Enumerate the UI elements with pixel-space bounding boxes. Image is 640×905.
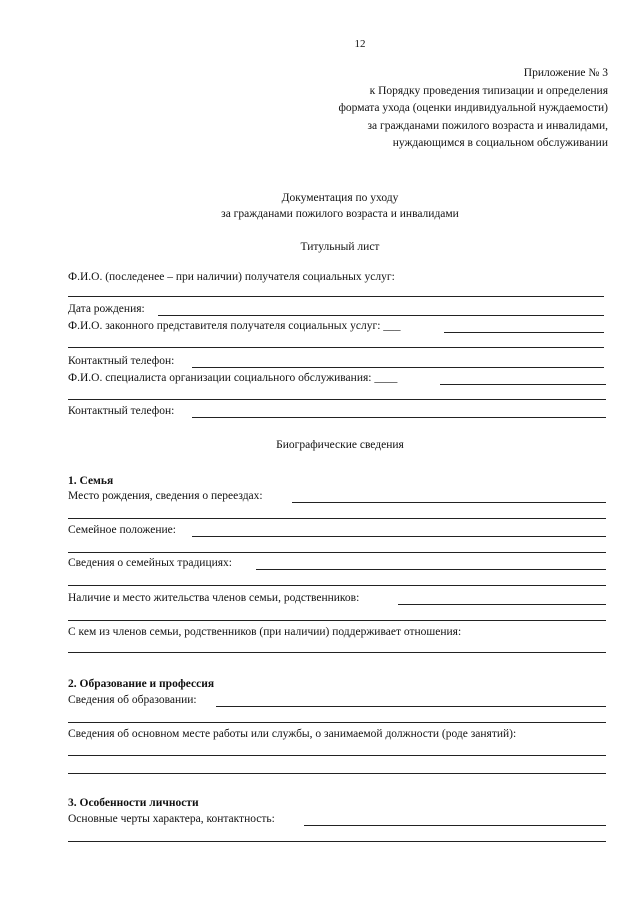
- section-3-heading: 3. Особенности личности: [68, 797, 199, 809]
- bio-heading: Биографические сведения: [276, 439, 404, 451]
- relations-label: С кем из членов семьи, родственников (при наличии) поддерживает отношения:: [68, 626, 462, 638]
- fio-specialist-line[interactable]: [440, 384, 606, 385]
- birth-date-label: Дата рождения:: [68, 303, 145, 315]
- traditions-label: Сведения о семейных традициях:: [68, 557, 232, 569]
- birthplace-line[interactable]: [292, 502, 606, 503]
- fio-recipient-line[interactable]: [68, 296, 604, 297]
- fio-representative-line-2[interactable]: [68, 347, 604, 348]
- section-1-heading: 1. Семья: [68, 475, 114, 487]
- marital-label: Семейное положение:: [68, 524, 176, 536]
- marital-line[interactable]: [192, 536, 606, 537]
- traditions-line[interactable]: [256, 569, 606, 570]
- fio-specialist-line-2[interactable]: [68, 399, 606, 400]
- title-page-heading: Титульный лист: [300, 241, 380, 253]
- annex-line-4: за гражданами пожилого возраста и инвалидами,: [367, 119, 608, 132]
- page-number: 12: [354, 38, 366, 50]
- birthplace-label: Место рождения, сведения о переездах:: [68, 490, 263, 502]
- fio-representative-label: Ф.И.О. законного представителя получателя социальных услуг: ___: [68, 320, 401, 332]
- fio-representative-line[interactable]: [444, 332, 604, 333]
- traits-label: Основные черты характера, контактность:: [68, 813, 275, 825]
- contact-phone-2-line[interactable]: [192, 417, 606, 418]
- doc-title-line-1: Документация по уходу: [281, 192, 399, 204]
- marital-line-2[interactable]: [68, 552, 606, 553]
- contact-phone-1-label: Контактный телефон:: [68, 355, 175, 367]
- traditions-line-2[interactable]: [68, 585, 606, 586]
- fio-specialist-label: Ф.И.О. специалиста организации социального обслуживания: ____: [68, 372, 398, 384]
- annex-block: [338, 65, 608, 153]
- education-label: Сведения об образовании:: [68, 694, 197, 706]
- annex-line-1: Приложение № 3: [523, 67, 608, 79]
- work-line-2[interactable]: [68, 773, 606, 774]
- doc-title-line-2: за гражданами пожилого возраста и инвалидами: [221, 208, 459, 220]
- relatives-line-2[interactable]: [68, 620, 606, 621]
- relations-line[interactable]: [68, 652, 606, 653]
- contact-phone-2-label: Контактный телефон:: [68, 405, 175, 417]
- section-2-heading: 2. Образование и профессия: [68, 678, 215, 690]
- birth-date-line[interactable]: [158, 315, 604, 316]
- fio-recipient-label: Ф.И.О. (последенее – при наличии) получателя социальных услуг:: [68, 271, 395, 283]
- traits-line[interactable]: [304, 825, 606, 826]
- birthplace-line-2[interactable]: [68, 518, 606, 519]
- work-line[interactable]: [68, 755, 606, 756]
- relatives-label: Наличие и место жительства членов семьи, родственников:: [68, 592, 360, 604]
- work-label: Сведения об основном месте работы или службы, о занимаемой должности (роде занятий):: [68, 728, 517, 740]
- education-line-2[interactable]: [68, 722, 606, 723]
- annex-line-5: нуждающимся в социальном обслуживании: [392, 137, 608, 149]
- education-line[interactable]: [216, 706, 606, 707]
- annex-line-3: формата ухода (оценки индивидуальной нуждаемости): [338, 102, 608, 114]
- contact-phone-1-line[interactable]: [192, 367, 604, 368]
- relatives-line[interactable]: [398, 604, 606, 605]
- annex-line-2: к Порядку проведения типизации и определения: [369, 84, 608, 97]
- traits-line-2[interactable]: [68, 841, 606, 842]
